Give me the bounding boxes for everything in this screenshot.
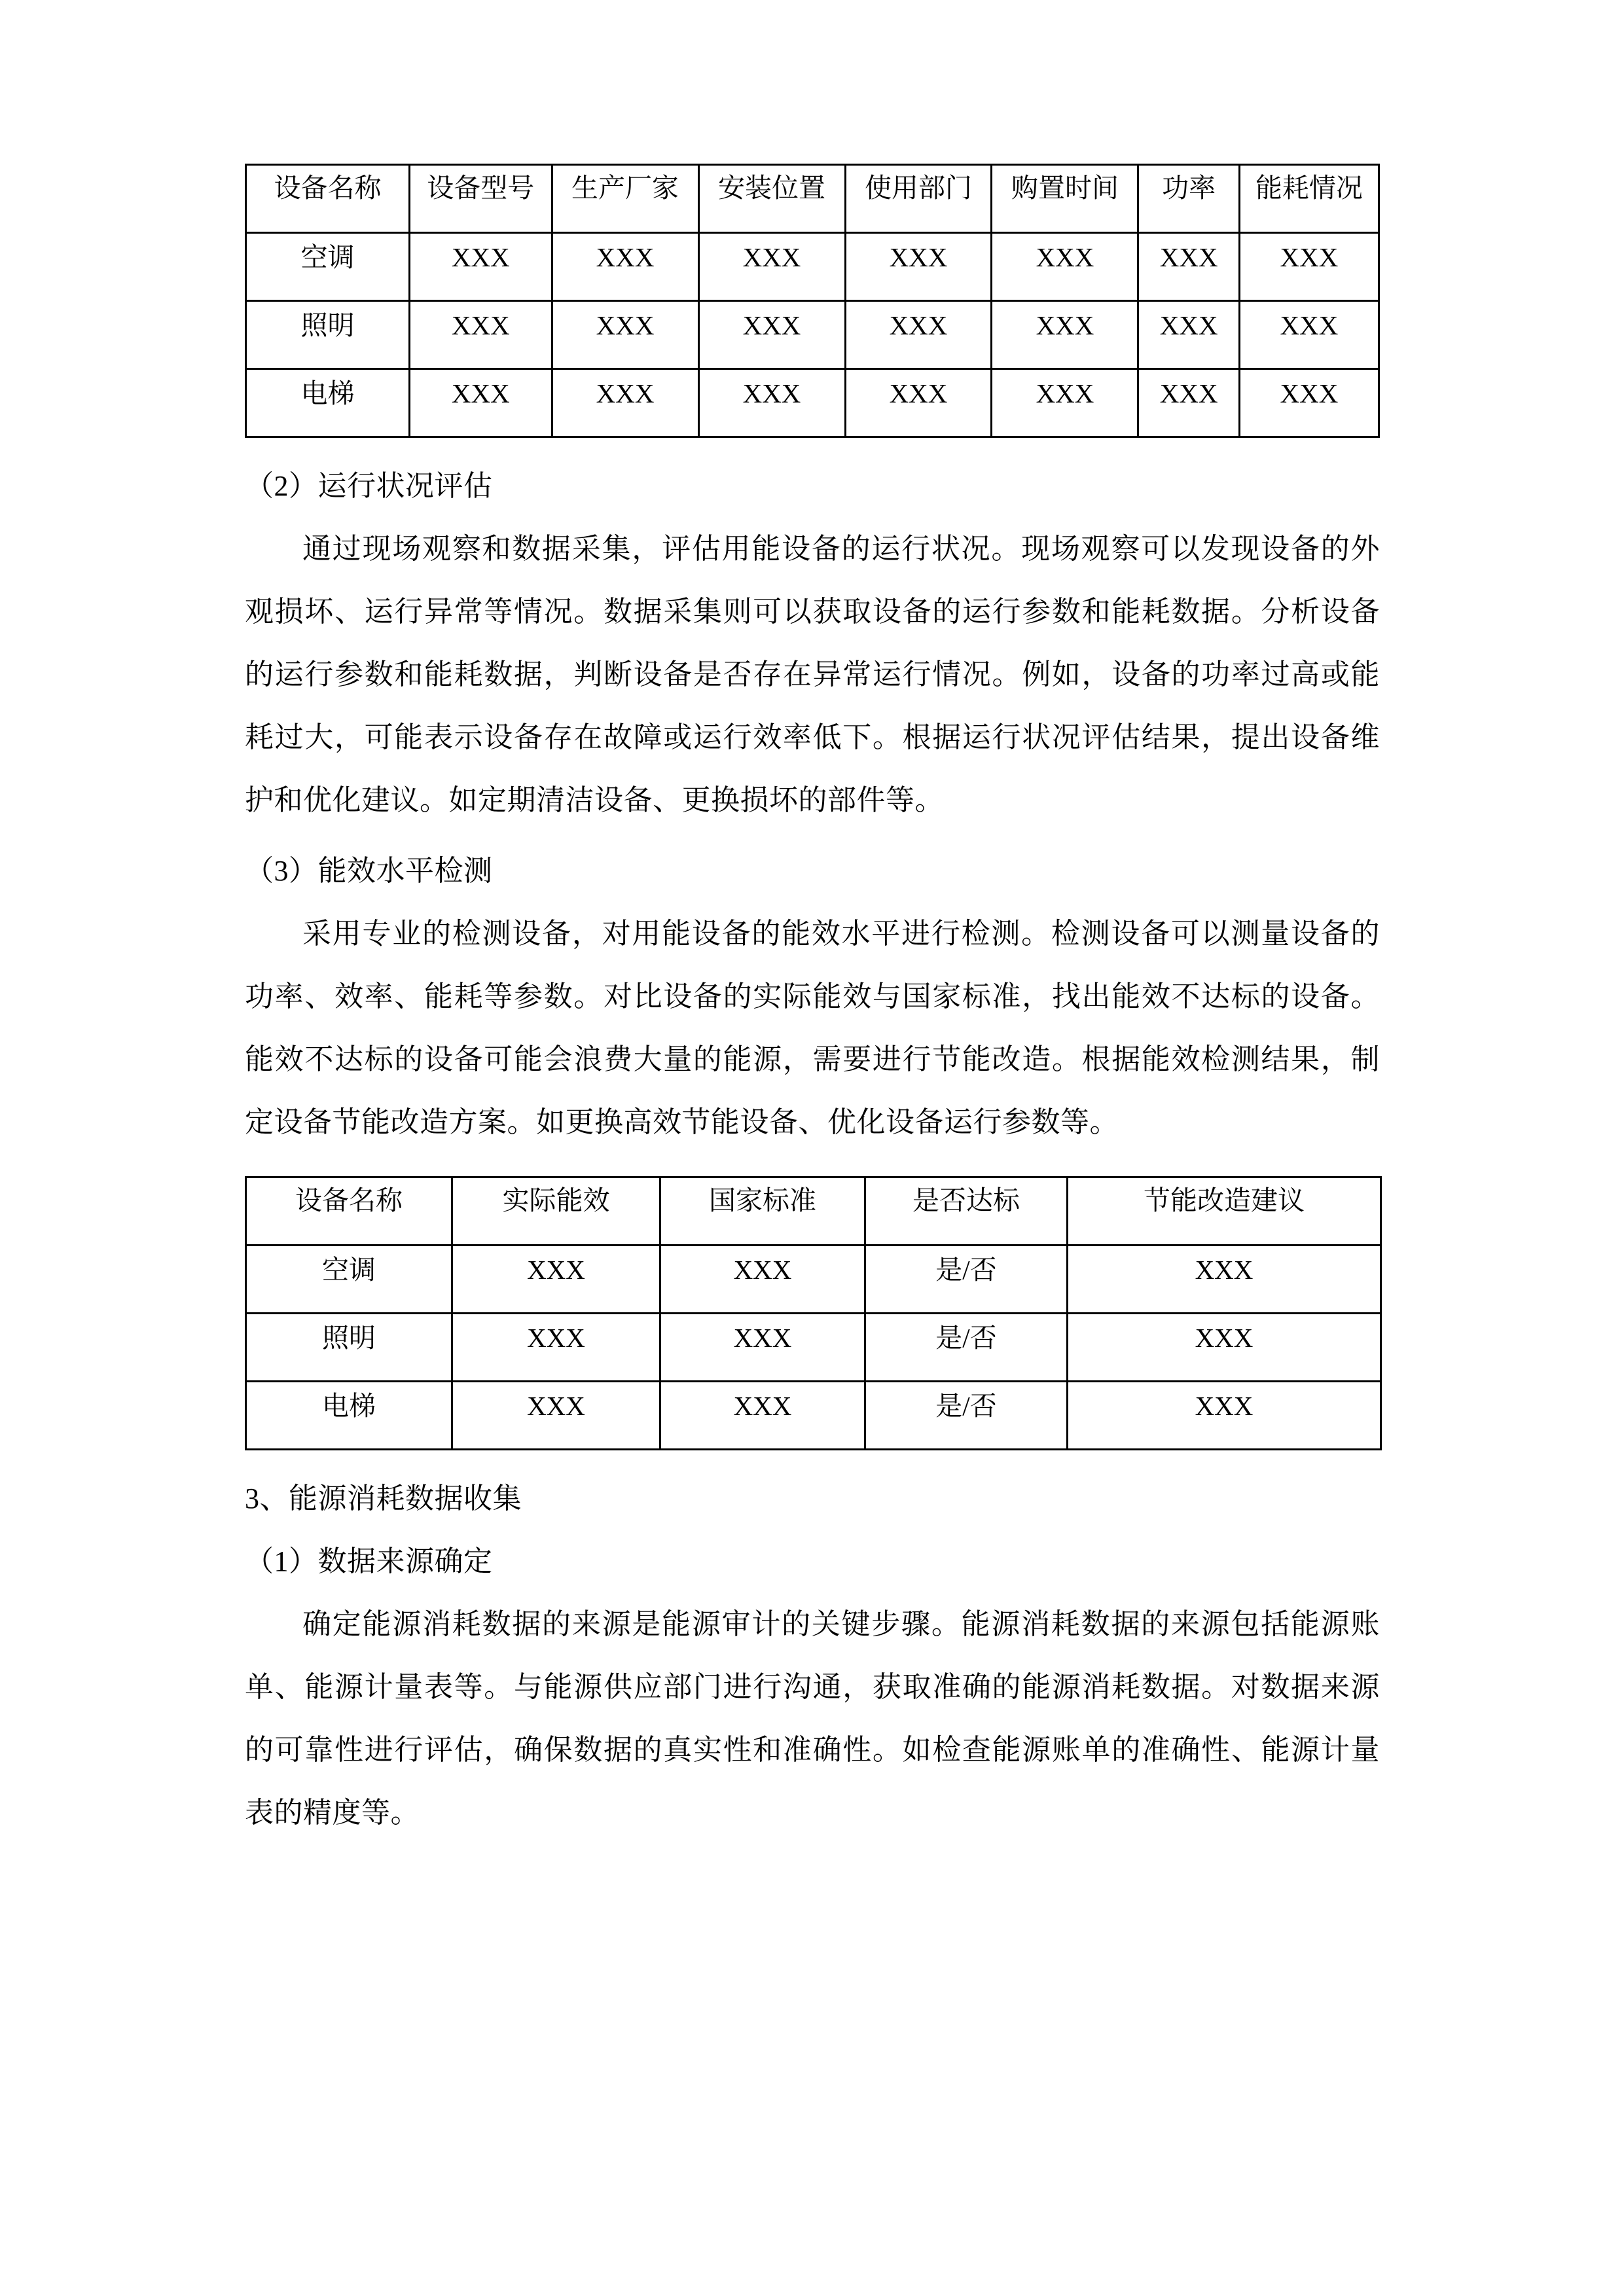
column-header-install-location: 安装位置 xyxy=(698,165,845,233)
spacer xyxy=(245,1154,1380,1176)
table-header-row xyxy=(246,1177,1381,1246)
section-3-paragraph: 采用专业的检测设备，对用能设备的能效水平进行检测。检测设备可以测量设备的功率、效率、能耗等参数。对比设备的实际能效与国家标准，找出能效不达标的设备。能效不达标的设备可能会浪费大量的能源，需要进行节能改造。根据能效检测结果，制定设备节能改造方案。如更换高效节能设备、优化设备运行参数等。 xyxy=(245,918,1380,1138)
cell-install-location: XXX xyxy=(698,301,845,369)
cell-equipment-name: 电梯 xyxy=(246,369,410,437)
column-header-national-standard: 国家标准 xyxy=(660,1177,865,1246)
column-header-energy-usage: 能耗情况 xyxy=(1239,165,1379,233)
column-header-retrofit-suggestion: 节能改造建议 xyxy=(1068,1177,1381,1246)
cell-power: XXX xyxy=(1138,301,1239,369)
cell-national-standard: XXX xyxy=(660,1314,865,1382)
cell-retrofit-suggestion: XXX xyxy=(1068,1314,1381,1382)
cell-national-standard: XXX xyxy=(660,1246,865,1314)
cell-install-location: XXX xyxy=(698,369,845,437)
cell-energy-usage: XXX xyxy=(1239,369,1379,437)
table-row xyxy=(246,1314,1381,1382)
energy-efficiency-table xyxy=(245,1176,1382,1450)
column-header-actual-efficiency: 实际能效 xyxy=(452,1177,660,1246)
cell-equipment-name: 照明 xyxy=(246,1314,452,1382)
table-row xyxy=(246,369,1379,437)
column-header-using-department: 使用部门 xyxy=(845,165,992,233)
cell-manufacturer: XXX xyxy=(552,233,698,301)
cell-equipment-name: 空调 xyxy=(246,1246,452,1314)
section-2-heading: （2）运行状况评估 xyxy=(245,470,493,502)
cell-energy-usage: XXX xyxy=(1239,233,1379,301)
cell-manufacturer: XXX xyxy=(552,301,698,369)
spacer xyxy=(245,438,1380,455)
cell-using-department: XXX xyxy=(845,233,992,301)
energy-data-subheading: （1）数据来源确定 xyxy=(245,1545,493,1577)
cell-actual-efficiency: XXX xyxy=(452,1382,660,1450)
cell-using-department: XXX xyxy=(845,369,992,437)
column-header-equipment-name: 设备名称 xyxy=(246,165,410,233)
column-header-meets-standard: 是否达标 xyxy=(865,1177,1068,1246)
section-3-heading: （3）能效水平检测 xyxy=(245,855,493,887)
cell-equipment-name: 电梯 xyxy=(246,1382,452,1450)
cell-power: XXX xyxy=(1138,233,1239,301)
cell-meets-standard: 是/否 xyxy=(865,1246,1068,1314)
table-row xyxy=(246,1382,1381,1450)
table-row xyxy=(246,1246,1381,1314)
document-content xyxy=(245,164,1380,1844)
cell-equipment-model: XXX xyxy=(410,233,552,301)
cell-purchase-time: XXX xyxy=(992,369,1138,437)
cell-actual-efficiency: XXX xyxy=(452,1246,660,1314)
cell-meets-standard: 是/否 xyxy=(865,1382,1068,1450)
cell-equipment-model: XXX xyxy=(410,369,552,437)
column-header-power: 功率 xyxy=(1138,165,1239,233)
cell-using-department: XXX xyxy=(845,301,992,369)
cell-national-standard: XXX xyxy=(660,1382,865,1450)
cell-power: XXX xyxy=(1138,369,1239,437)
cell-install-location: XXX xyxy=(698,233,845,301)
cell-retrofit-suggestion: XXX xyxy=(1068,1382,1381,1450)
column-header-purchase-time: 购置时间 xyxy=(992,165,1138,233)
cell-manufacturer: XXX xyxy=(552,369,698,437)
column-header-equipment-model: 设备型号 xyxy=(410,165,552,233)
spacer xyxy=(245,1450,1380,1467)
energy-data-heading: 3、能源消耗数据收集 xyxy=(245,1482,522,1515)
cell-energy-usage: XXX xyxy=(1239,301,1379,369)
cell-equipment-model: XXX xyxy=(410,301,552,369)
cell-equipment-name: 照明 xyxy=(246,301,410,369)
table-header-row xyxy=(246,165,1379,233)
cell-equipment-name: 空调 xyxy=(246,233,410,301)
section-2-paragraph: 通过现场观察和数据采集，评估用能设备的运行状况。现场观察可以发现设备的外观损坏、运行异常等情况。数据采集则可以获取设备的运行参数和能耗数据。分析设备的运行参数和能耗数据，判断设备是否存在异常运行情况。例如，设备的功率过高或能耗过大，可能表示设备存在故障或运行效率低下。根据运行状况评估结果，提出设备维护和优化建议。如定期清洁设备、更换损坏的部件等。 xyxy=(245,533,1380,816)
table-row xyxy=(246,233,1379,301)
column-header-manufacturer: 生产厂家 xyxy=(552,165,698,233)
table-row xyxy=(246,301,1379,369)
cell-purchase-time: XXX xyxy=(992,233,1138,301)
energy-data-paragraph: 确定能源消耗数据的来源是能源审计的关键步骤。能源消耗数据的来源包括能源账单、能源计量表等。与能源供应部门进行沟通，获取准确的能源消耗数据。对数据来源的可靠性进行评估，确保数据的真实性和准确性。如检查能源账单的准确性、能源计量表的精度等。 xyxy=(245,1608,1380,1829)
cell-meets-standard: 是/否 xyxy=(865,1314,1068,1382)
column-header-equipment-name: 设备名称 xyxy=(246,1177,452,1246)
cell-retrofit-suggestion: XXX xyxy=(1068,1246,1381,1314)
equipment-inventory-table xyxy=(245,164,1380,438)
cell-purchase-time: XXX xyxy=(992,301,1138,369)
cell-actual-efficiency: XXX xyxy=(452,1314,660,1382)
